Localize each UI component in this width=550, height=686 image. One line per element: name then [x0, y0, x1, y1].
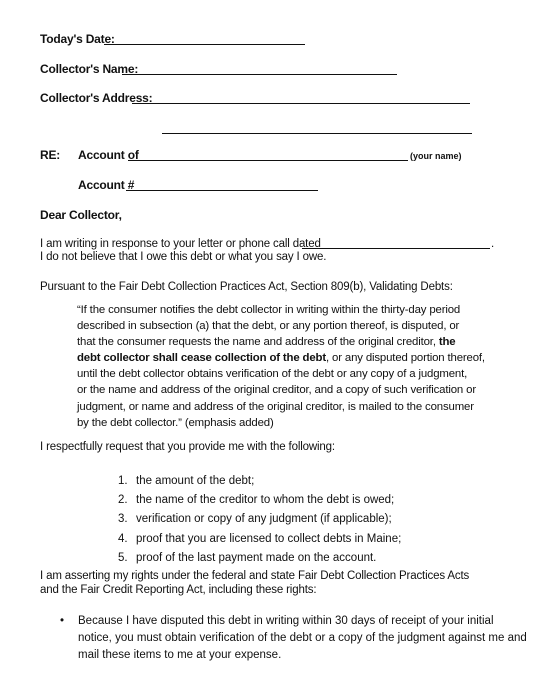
list-item: 4. proof that you are licensed to collect debts in Maine; — [118, 532, 402, 545]
quote-line: judgment, or name and address of the original creditor, is mailed to the consumer — [77, 400, 474, 413]
account-of-field[interactable] — [128, 160, 408, 161]
account-number-label: Account # — [78, 178, 135, 192]
quote-line: debt collector shall cease collection of the debt, or any disputed portion thereof, — [77, 352, 485, 365]
list-item: 1. the amount of the debt; — [118, 475, 255, 487]
intro-line-1-period: . — [491, 238, 495, 250]
pursuant-line: Pursuant to the Fair Debt Collection Practices Act, Section 809(b), Validating Debts: — [40, 281, 453, 293]
account-number-field[interactable] — [126, 190, 318, 191]
collectors-name-field[interactable] — [122, 74, 397, 75]
salutation: Dear Collector, — [40, 208, 122, 222]
quote-emphasis: debt collector shall cease collection of the debt — [77, 352, 327, 365]
fdcpa-quote — [77, 302, 507, 431]
letter-date-field[interactable] — [302, 248, 490, 249]
bullet-line: Because I have disputed this debt in writing within 30 days of receipt of your initial — [78, 615, 494, 627]
quote-line: until the debt collector obtains verification of the debt or any copy of a judgment, — [77, 368, 468, 381]
list-item: 5. proof of the last payment made on the account. — [118, 551, 377, 564]
quote-emphasis: the — [438, 336, 456, 349]
bullet-line: mail these items to me at your expense. — [78, 649, 282, 661]
request-list — [118, 472, 401, 568]
quote-line: that the consumer requests the name and address of the original creditor, the — [77, 336, 456, 349]
collectors-address-field[interactable] — [132, 103, 470, 104]
account-of-label: Account of — [78, 148, 139, 162]
collectors-address-field-line-2[interactable] — [162, 133, 472, 134]
quote-line: “If the consumer notifies the debt collector in writing within the thirty-day period — [77, 304, 461, 316]
intro-line-2: I do not believe that I owe this debt or what you say I owe. — [40, 251, 327, 263]
quote-line: by the debt collector.” (emphasis added) — [77, 416, 274, 429]
rights-line-1: I am asserting my rights under the federal and state Fair Debt Collection Practices Acts — [40, 570, 470, 582]
list-item: 3. verification or copy of any judgment (if applicable); — [118, 513, 392, 526]
intro-line-1: I am writing in response to your letter or phone call dated — [40, 238, 321, 250]
your-name-hint: (your name) — [410, 151, 462, 161]
request-intro: I respectfully request that you provide me with the following: — [40, 441, 335, 453]
bullet-dot-icon: • — [60, 615, 65, 627]
list-item: 2. the name of the creditor to whom the debt is owed; — [118, 494, 395, 507]
collectors-address-label: Collector's Address: — [40, 91, 153, 105]
quote-line: or the name and address of the original creditor, and a copy of such verification or — [77, 384, 476, 397]
bullet-line: notice, you must obtain verification of the debt or a copy of the judgment against me and — [78, 632, 527, 644]
collectors-name-label: Collector's Name: — [40, 62, 139, 76]
quote-line: described in subsection (a) that the debt, or any portion thereof, is disputed, or — [77, 320, 460, 333]
todays-date-field[interactable] — [104, 44, 305, 45]
todays-date-label: Today's Date: — [40, 32, 115, 46]
rights-line-2: and the Fair Credit Reporting Act, including these rights: — [40, 584, 317, 596]
re-label: RE: — [40, 148, 61, 162]
